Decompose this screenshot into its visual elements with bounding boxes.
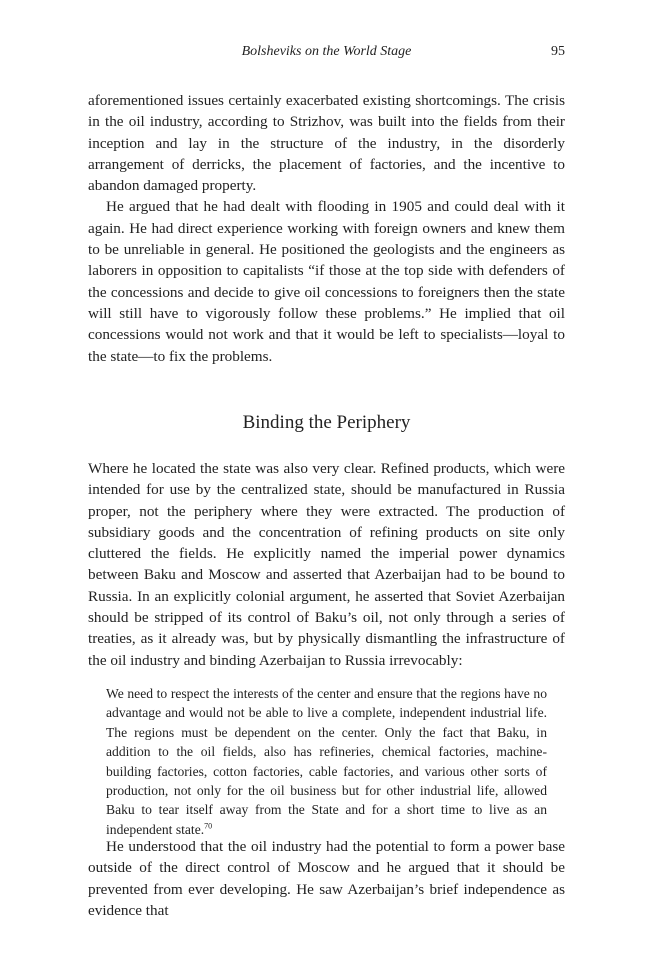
- blockquote-body: We need to respect the interests of the center and ensure that the regions have no advantage and would not be able to live a complete, independent industrial life. The regions must be dependent on the center. Only the fact that Baku, in addition to the oil fields, also has refineries, chemical factories, machine-building factories, cotton factories, cable factories, and various other sorts of production, not only for the oil business but for other industrial life, allowed Baku to tear itself away from the State and for a short time to live as an independent state.: [106, 686, 547, 837]
- footnote-reference: 70: [204, 821, 213, 831]
- paragraph: Where he located the state was also very clear. Refined products, which were intended for use by the centralized state, should be manufactured in Russia proper, not the periphery where they were extracted. The production of subsidiary goods and the concentration of refining products on site only cluttered the fields. He explicitly named the imperial power dynamics between Baku and Moscow and asserted that Azerbaijan had to be bound to Russia. In an explicitly colonial argument, he asserted that Soviet Azerbaijan should be stripped of its control of Baku’s oil, not only through a series of treaties, as it already was, but by physically dismantling the infrastructure of the oil industry and binding Azerbaijan to Russia irrevocably:: [88, 460, 565, 669]
- blockquote: [106, 684, 547, 839]
- paragraph: He argued that he had dealt with flooding in 1905 and could deal with it again. He had direct experience working with foreign owners and knew them to be unreliable in general. He positioned the geologists and the engineers as laborers in opposition to capitalists “if those at the top side with defenders of the concessions and decide to give oil concessions to foreigners then the state will still have to vigorously follow these problems.” He implied that oil concessions would not work and that it would be left to specialists—loyal to the state—to fix the problems.: [88, 198, 565, 365]
- section-heading: Binding the Periphery: [242, 412, 411, 433]
- paragraph: aforementioned issues certainly exacerbated existing shortcomings. The crisis in the oil industry, according to Strizhov, was built into the fields from their inception and lay in the structure of the industry, in the disorderly arrangement of derricks, the placement of factories, and the incentive to abandon damaged property.: [88, 92, 565, 195]
- body-text-after: [88, 836, 565, 921]
- body-text-section: [88, 458, 565, 671]
- running-head: [88, 44, 565, 64]
- blockquote-text: [106, 684, 547, 839]
- page-number: 95: [551, 44, 565, 59]
- paragraph: He understood that the oil industry had the potential to form a power base outside of the direct control of Moscow and he argued that it should be prevented from ever developing. He saw Azerbaijan’s brief independence as evidence that: [88, 838, 565, 919]
- body-text-before: [88, 90, 565, 367]
- running-title: Bolsheviks on the World Stage: [241, 44, 412, 59]
